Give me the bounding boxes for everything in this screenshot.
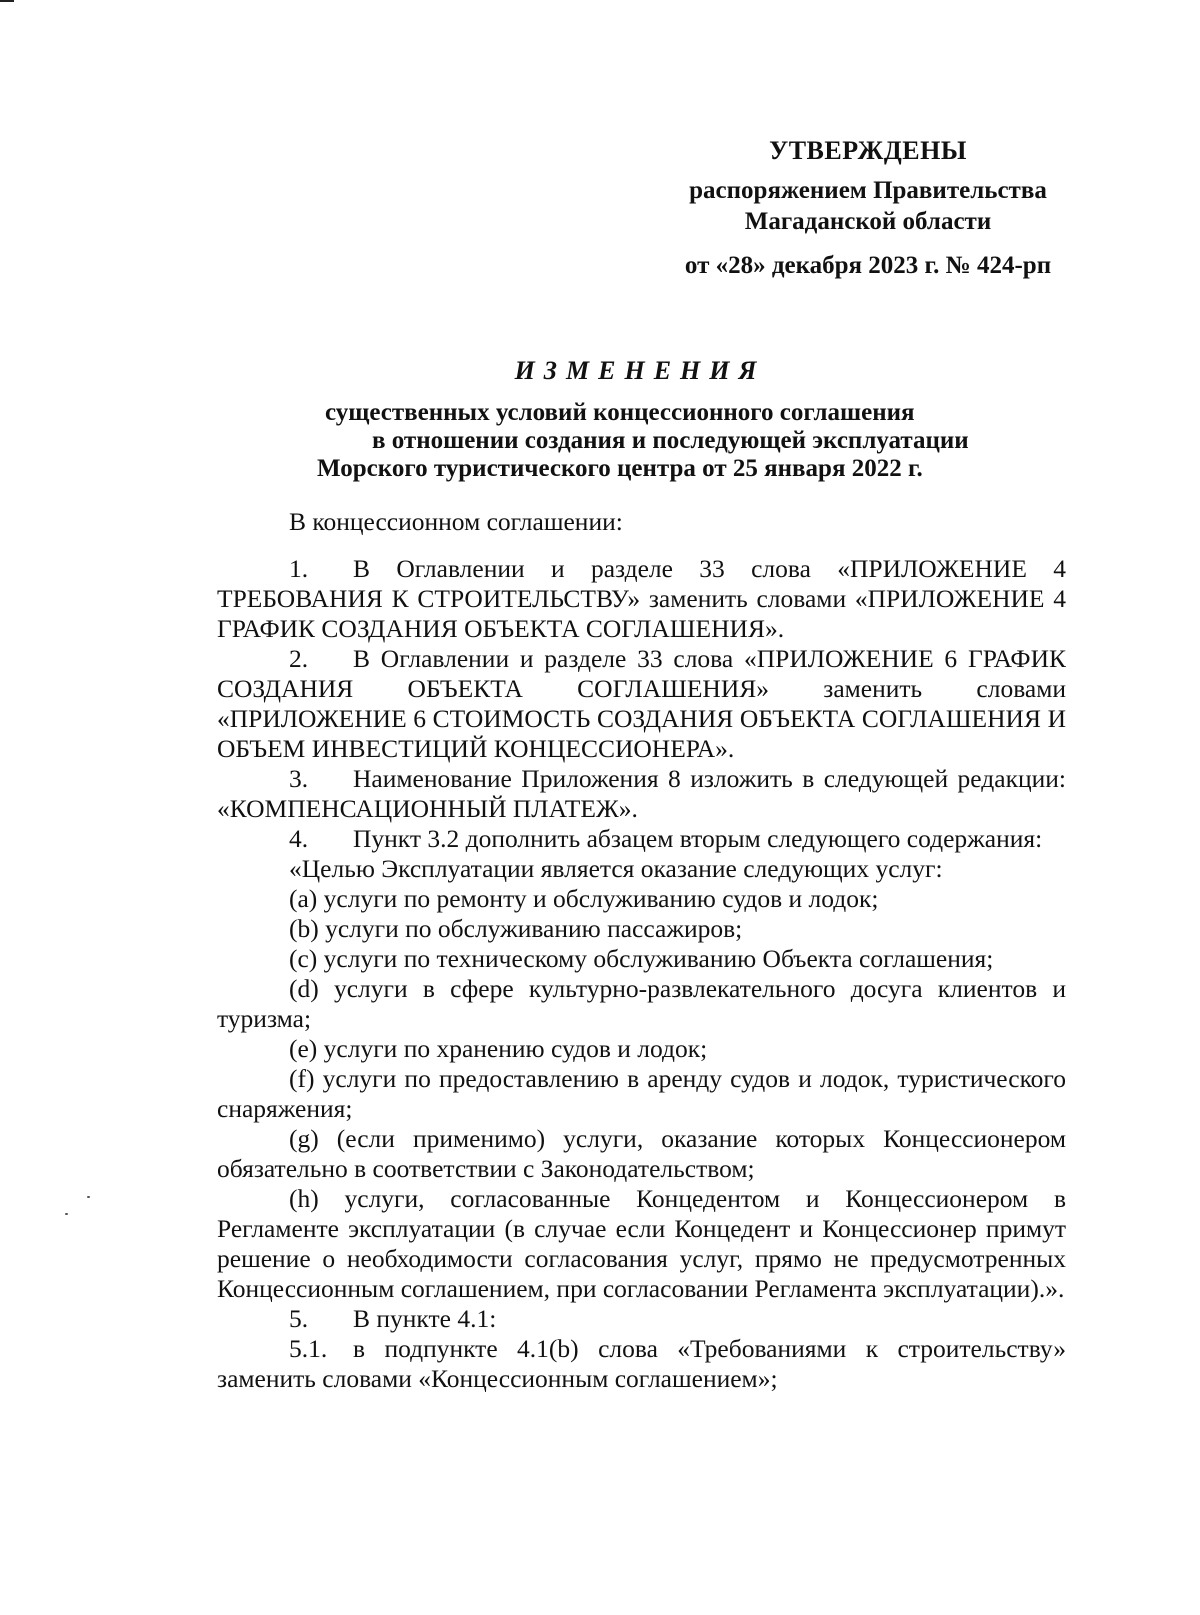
subitem-g: (g) (если применимо) услуги, оказание которых Концессионером обязательно в соответствии с Законодательством; — [217, 1124, 1066, 1183]
scan-corner-mark — [0, 0, 14, 2]
item-number: 3. — [289, 764, 309, 793]
subitem-c: (c) услуги по техническому обслуживанию Объекта соглашения; — [289, 944, 994, 973]
subitem-b: (b) услуги по обслуживанию пассажиров; — [289, 914, 743, 943]
quote-intro: «Целью Эксплуатации является оказание следующих услуг: — [289, 854, 943, 883]
subitem-h: (h) услуги, согласованные Концедентом и Концессионером в Регламенте эксплуатации (в случае если Концедент и Концессионер примут решение о необходимости согласования услуг, прямо не предусмотренных Концессионным соглашением, при согласовании Регламента эксплуатации).». — [217, 1184, 1066, 1303]
item-4 — [217, 824, 1066, 854]
approval-authority-line-2: Магаданской области — [744, 208, 992, 235]
item-2 — [217, 644, 1066, 764]
intro-paragraph: В концессионном соглашении: — [289, 507, 623, 536]
item-number: 4. — [289, 824, 309, 853]
subitem-e: (e) услуги по хранению судов и лодок; — [289, 1034, 708, 1063]
item-text: Наименование Приложения 8 изложить в следующей редакции: «КОМПЕНСАЦИОННЫЙ ПЛАТЕЖ». — [217, 764, 1066, 823]
approval-title: УТВЕРЖДЕНЫ — [769, 136, 967, 165]
item-text: в подпункте 4.1(b) слова «Требованиями к строительству» заменить словами «Концессионным соглашением»; — [217, 1334, 1066, 1393]
item-3 — [217, 764, 1066, 824]
item-5 — [217, 1304, 1066, 1334]
scan-speck — [87, 1196, 90, 1198]
approval-stamp-block — [668, 135, 1068, 281]
item-number: 5.1. — [289, 1334, 328, 1363]
subitem-d: (d) услуги в сфере культурно-развлекательного досуга клиентов и туризма; — [217, 974, 1066, 1033]
item-5-1 — [217, 1334, 1066, 1394]
subitem-a: (a) услуги по ремонту и обслуживанию судов и лодок; — [289, 884, 879, 913]
item-number: 1. — [289, 554, 309, 583]
document-subtitle — [0, 399, 1200, 483]
subtitle-line: Морского туристического центра от 25 января 2022 г. — [317, 455, 923, 482]
item-text: В пункте 4.1: — [353, 1304, 497, 1333]
item-text: Пункт 3.2 дополнить абзацем вторым следующего содержания: — [353, 824, 1043, 853]
approval-date: от «28» декабря 2023 г. № 424-рп — [684, 252, 1052, 279]
item-text: В Оглавлении и разделе 33 слова «ПРИЛОЖЕНИЕ 4 ТРЕБОВАНИЯ К СТРОИТЕЛЬСТВУ» заменить словами «ПРИЛОЖЕНИЕ 4 ГРАФИК СОЗДАНИЯ ОБЪЕКТА СОГЛАШЕНИЯ». — [217, 554, 1066, 643]
item-text: В Оглавлении и разделе 33 слова «ПРИЛОЖЕНИЕ 6 ГРАФИК СОЗДАНИЯ ОБЪЕКТА СОГЛАШЕНИЯ» заменить словами «ПРИЛОЖЕНИЕ 6 СТОИМОСТЬ СОЗДАНИЯ ОБЪЕКТА СОГЛАШЕНИЯ И ОБЪЕМ ИНВЕСТИЦИЙ КОНЦЕССИОНЕРА». — [217, 644, 1066, 763]
subtitle-line: существенных условий концессионного соглашения — [325, 399, 915, 426]
subitem-f: (f) услуги по предоставлению в аренду судов и лодок, туристического снаряжения; — [217, 1064, 1066, 1123]
item-number: 5. — [289, 1304, 309, 1333]
item-number: 2. — [289, 644, 309, 673]
document-title: ИЗМЕНЕНИЯ — [514, 356, 766, 385]
subtitle-line: в отношении создания и последующей эксплуатации — [372, 427, 969, 454]
document-body — [217, 507, 1066, 1394]
approval-authority-line-1: распоряжением Правительства — [689, 177, 1047, 204]
item-1 — [217, 554, 1066, 644]
scan-speck — [65, 1213, 68, 1215]
